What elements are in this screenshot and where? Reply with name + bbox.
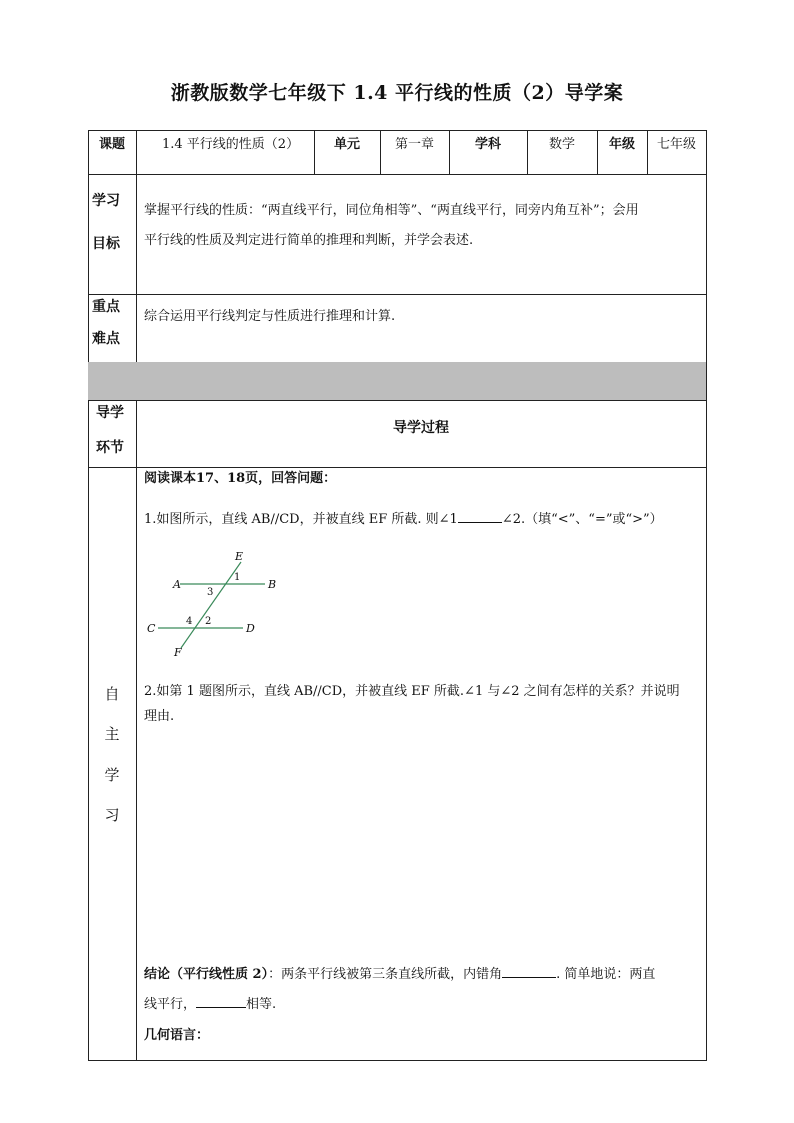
conclusion-line2 [144, 993, 276, 1017]
grade-value: 七年级 [656, 137, 696, 152]
conclusion-text1: ：两条平行线被第三条直线所截，内错角 [268, 967, 503, 982]
section-divider [88, 362, 706, 400]
answer-blank-1 [458, 508, 502, 523]
label-d: D [246, 622, 255, 635]
grade-label: 年级 [608, 137, 635, 152]
conclusion-text2: . 简单地说：两直 [556, 967, 656, 982]
goals-label-1: 学习 [92, 193, 120, 209]
unit-value: 第一章 [394, 137, 434, 152]
answer-blank-3 [196, 993, 246, 1008]
question-1-part2: ∠2.（填“<”、“=”或“>”） [501, 512, 663, 527]
parallel-lines-figure [140, 548, 280, 660]
section-char-3: 学 [104, 766, 120, 784]
conclusion-text4: 相等. [246, 997, 277, 1012]
conclusion-line1 [144, 963, 655, 987]
conclusion-heading: 结论（平行线性质 2） [144, 967, 269, 982]
question-2-line2: 理由. [144, 709, 175, 724]
subject-label: 学科 [474, 137, 501, 152]
key-label-1: 重点 [92, 299, 120, 315]
answer-blank-2 [502, 963, 556, 978]
section-char-2: 主 [104, 725, 120, 743]
conclusion-text3: 线平行， [144, 997, 197, 1012]
section-char-1: 自 [104, 685, 120, 703]
reading-intro: 阅读课本17、18页，回答问题： [144, 471, 337, 486]
goals-text-line2: 平行线的性质及判定进行简单的推理和判断，并学会表述. [144, 233, 474, 248]
section-char-4: 习 [104, 806, 120, 824]
process-title: 导学过程 [393, 420, 449, 436]
label-3: 3 [207, 587, 214, 598]
line-ef [181, 562, 241, 648]
geometric-language: 几何语言： [144, 1028, 210, 1043]
label-f: F [174, 646, 182, 659]
label-c: C [147, 622, 156, 635]
process-label-2: 环节 [96, 440, 124, 456]
key-text: 综合运用平行线判定与性质进行推理和计算. [144, 309, 396, 324]
question-1 [144, 508, 663, 532]
subject-value: 数学 [548, 137, 575, 152]
unit-label: 单元 [333, 137, 360, 152]
label-a: A [173, 578, 181, 591]
label-e: E [235, 550, 244, 563]
process-label-1: 导学 [96, 405, 124, 421]
label-4: 4 [186, 616, 193, 627]
key-label-2: 难点 [92, 331, 120, 347]
topic-value: 1.4 平行线的性质（2） [162, 137, 300, 152]
question-1-part1: 1.如图所示，直线 AB//CD，并被直线 EF 所截. 则∠1 [144, 512, 458, 527]
page-title: 浙教版数学七年级下 1.4 平行线的性质（2）导学案 [170, 82, 624, 104]
label-1: 1 [234, 572, 241, 583]
question-2-line1: 2.如第 1 题图所示，直线 AB//CD，并被直线 EF 所截.∠1 与∠2 之间有怎样的关系？并说明 [144, 684, 680, 699]
label-b: B [268, 578, 277, 591]
label-2: 2 [205, 616, 212, 627]
goals-label-2: 目标 [92, 236, 120, 252]
topic-label: 课题 [98, 137, 125, 152]
goals-text-line1: 掌握平行线的性质：“两直线平行，同位角相等”、“两直线平行，同旁内角互补”；会用 [144, 203, 639, 218]
